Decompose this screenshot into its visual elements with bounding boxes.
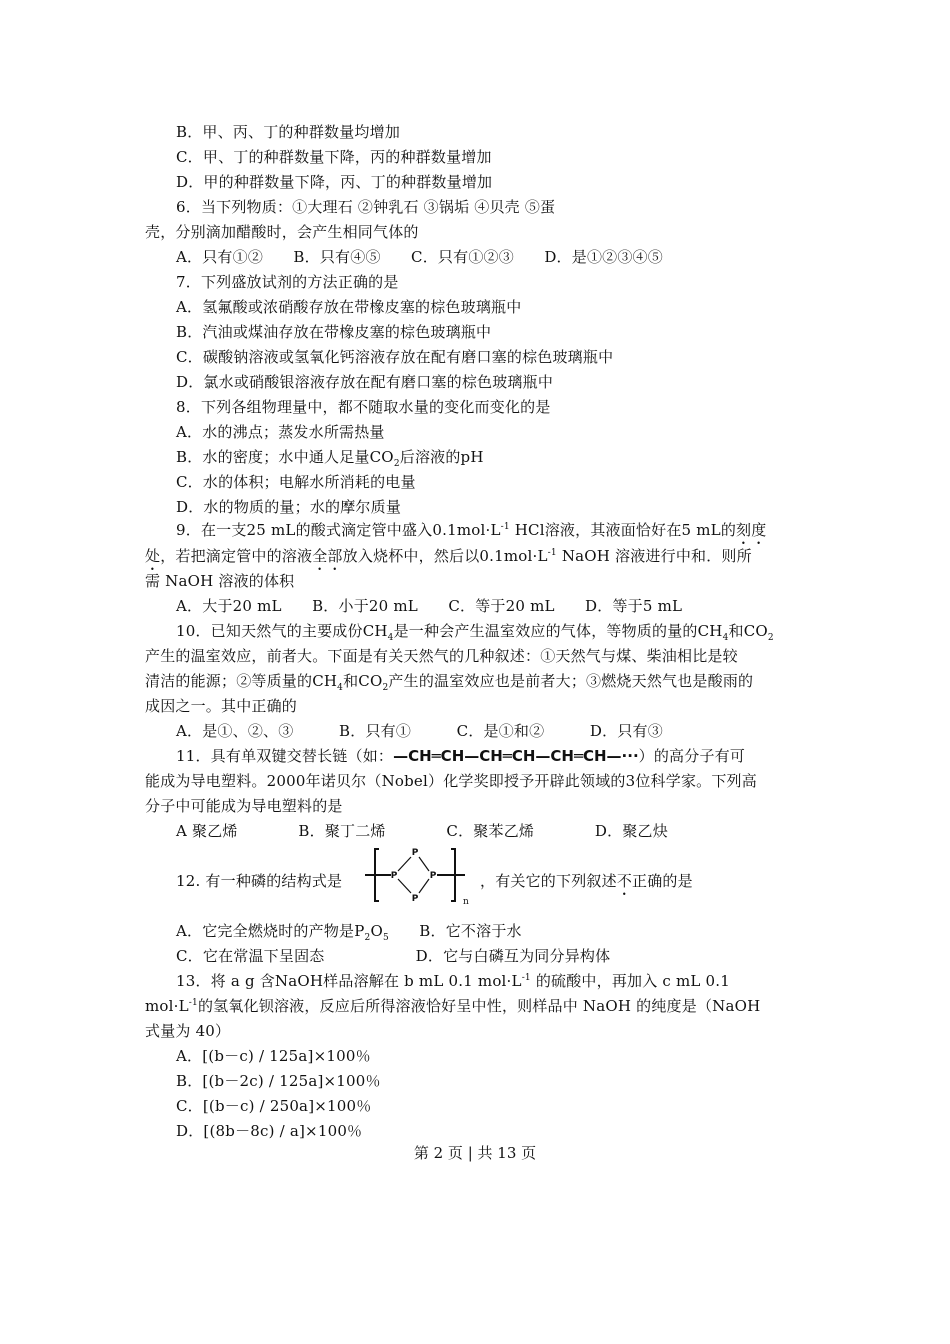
q7-stem: 7．下列盛放试剂的方法正确的是 [176,273,399,291]
q10-stem-cont2: 清洁的能源；②等质量的$CH_4$和$CO_2$产生的温室效应也是前者大；③燃烧天然气也是酸雨的 [145,672,754,693]
q5-option-c: C．甲、丁的种群数量下降，丙的种群数量增加 [176,148,492,166]
p4-ring-bonds [398,857,429,893]
q11-stem-end: 分子中可能成为导电塑料的是 [145,797,343,815]
q8-option-c: C．水的体积；电解水所消耗的电量 [176,473,416,491]
q7-option-b: B．汽油或煤油存放在带橡皮塞的棕色玻璃瓶中 [176,323,492,341]
q5-option-d: D．甲的种群数量下降，丙、丁的种群数量增加 [176,173,493,191]
q10-options: A．是①、②、③ B．只有① C．是①和② D．只有③ [176,722,663,740]
q13-stem-end: 式量为 40） [145,1022,231,1040]
q10-stem-cont: 产生的温室效应，前者大。下面是有关天然气的几种叙述：①天然气与煤、柴油相比是较 [145,647,738,665]
q8-option-d: D．水的物质的量；水的摩尔质量 [176,498,402,516]
alternating-chain-formula: —CH═CH—CH═CH—CH═CH—··· [393,747,639,765]
q10-stem: 10．已知天然气的主要成份$CH_4$是一种会产生温室效应的气体，等物质的量的$CH_4$和$CO_2$ [176,622,774,643]
q5-option-b: B．甲、丙、丁的种群数量均增加 [176,123,401,141]
q13-option-d: D．[(8b－8c) / a]×100％ [176,1122,363,1140]
q6-stem-cont: 壳，分别滴加醋酸时，会产生相同气体的 [145,223,419,241]
phosphorus-structure-diagram [365,845,477,905]
q13-stem: 13．将 a g 含NaOH样品溶解在 b mL 0.1 $mol\cdot L^{-1}$ 的硫酸中，再加入 c mL 0.1 [176,972,730,990]
atom-p-bottom: P [411,894,419,904]
q12-options-cd: C．它在常温下呈固态 D．它与白磷互为同分异构体 [176,947,611,965]
q8-stem: 8．下列各组物理量中，都不随取水量的变化而变化的是 [176,398,551,416]
atom-p-left: P [390,871,398,881]
q9-stem-end: 需 NaOH 溶液的体积 [145,572,295,590]
q13-stem-cont: $mol\cdot L^{-1}$的氢氧化钡溶液，反应后所得溶液恰好呈中性，则样品中 NaOH 的纯度是（NaOH [145,997,761,1015]
q11-stem-cont: 能成为导电塑料。2000年诺贝尔（Nobel）化学奖即授予开辟此领域的3位科学家。下列高 [145,772,757,790]
q13-option-b: B．[(b－2c) / 125a]×100％ [176,1072,381,1090]
q12-options-ab: A．它完全燃烧时的产物是$P_2O_5$ B．它不溶于水 [176,922,522,943]
q9-stem: 9．在一支25 mL的酸式滴定管中盛入$0.1mol\cdot L^{-1}$ HCl溶液，其液面恰好在5 mL的刻度 [176,521,767,539]
q6-options: A．只有①② B．只有④⑤ C．只有①②③ D．是①②③④⑤ [176,248,663,266]
subscript-n: n [463,897,469,905]
q10-stem-end: 成因之一。其中正确的 [145,697,298,715]
q12-stem: 12. 有一种磷的结构式是 [176,872,343,890]
q8-option-b: B．水的密度；水中通人足量$CO_2$后溶液的pH [176,448,484,469]
q11-options: A 聚乙烯 B．聚丁二烯 C．聚苯乙烯 D．聚乙炔 [176,822,668,840]
q7-option-d: D．氯水或硝酸银溶液存放在配有磨口塞的棕色玻璃瓶中 [176,373,554,391]
atom-p-right: P [429,871,437,881]
atom-p-top: P [411,848,419,858]
q7-option-a: A．氢氟酸或浓硝酸存放在带橡皮塞的棕色玻璃瓶中 [176,298,522,316]
q9-stem-cont: 处，若把滴定管中的溶液全部放入烧杯中，然后以$0.1mol\cdot L^{-1}$ NaOH 溶液进行中和．则所 [145,547,752,565]
q11-stem: 11．具有单双键交替长链（如：—CH═CH—CH═CH—CH═CH—···）的高分子有可 [176,747,746,765]
q7-option-c: C．碳酸钠溶液或氢氧化钙溶液存放在配有磨口塞的棕色玻璃瓶中 [176,348,614,366]
q12-stem-end: ，有关它的下列叙述不正确的是 [480,872,693,890]
q6-stem: 6．当下列物质：①大理石 ②钟乳石 ③锅垢 ④贝壳 ⑤蛋 [176,198,556,216]
q13-option-c: C．[(b－c) / 250a]×100％ [176,1097,372,1115]
q9-options: A．大于20 mL B．小于20 mL C．等于20 mL D．等于5 mL [176,597,683,615]
page-footer: 第 2 页 | 共 13 页 [413,1144,537,1162]
q13-option-a: A．[(b－c) / 125a]×100％ [176,1047,371,1065]
q8-option-a: A．水的沸点；蒸发水所需热量 [176,423,385,441]
